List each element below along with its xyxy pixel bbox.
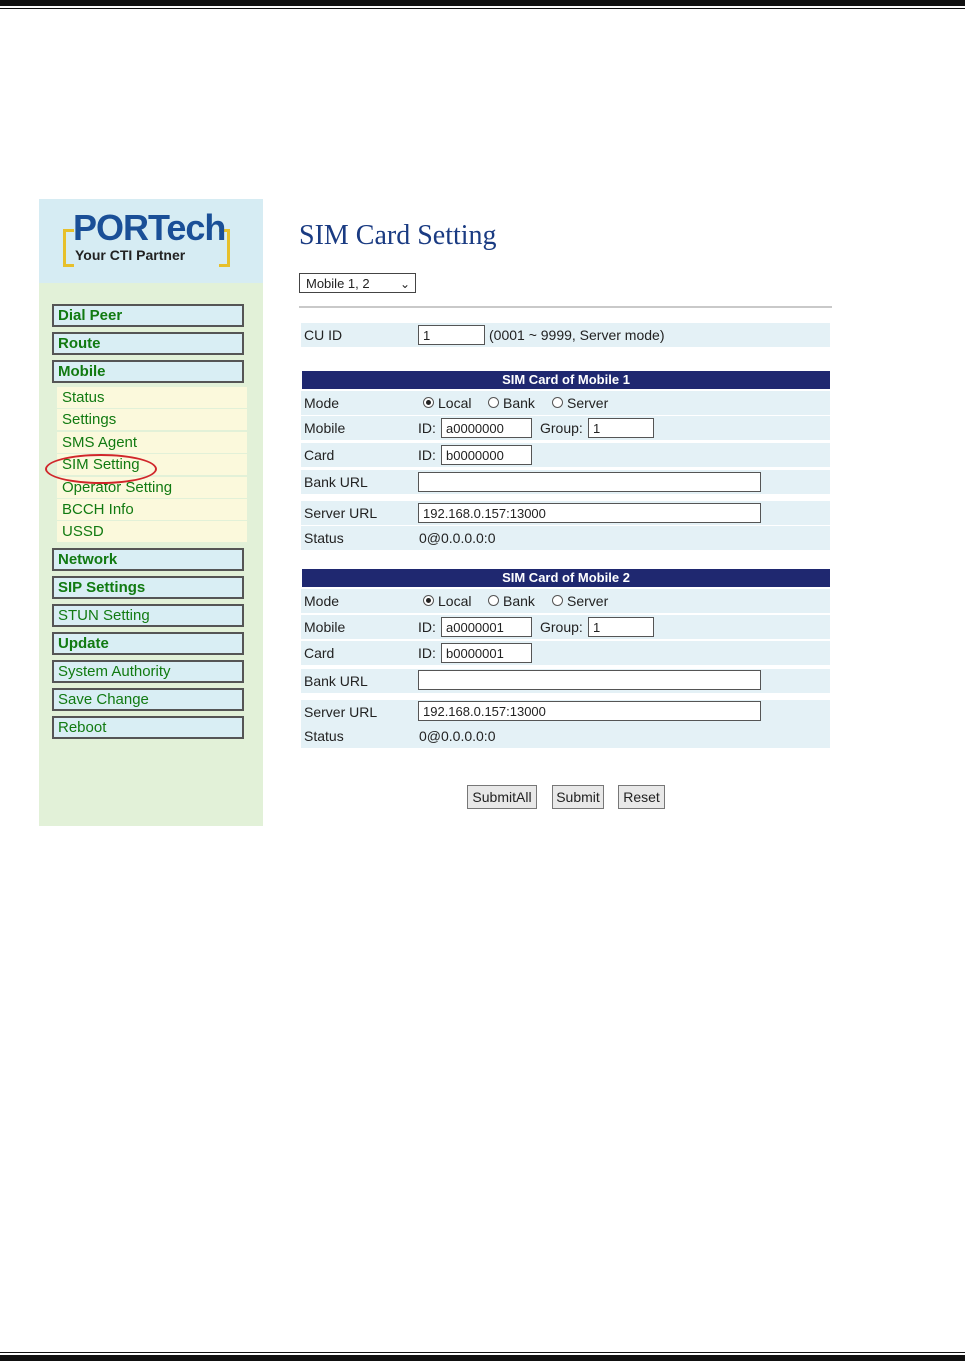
sim1-bank-url-label: Bank URL [304, 474, 368, 490]
sim2-mode-bank-label: Bank [503, 593, 535, 609]
nav-reboot[interactable]: Reboot [52, 716, 244, 739]
sim1-status-label: Status [304, 530, 344, 546]
sim2-mode-local-radio[interactable] [423, 595, 434, 606]
sim1-status-row [301, 526, 830, 550]
sim1-header: SIM Card of Mobile 1 [302, 371, 830, 389]
page-title: SIM Card Setting [299, 220, 497, 251]
sidebar [39, 199, 263, 826]
nav-mobile-settings[interactable]: Settings [57, 409, 247, 430]
sim2-card-row [301, 641, 830, 665]
bottom-rule [0, 1352, 965, 1362]
sim1-group-input[interactable]: 1 [588, 418, 654, 438]
chevron-down-icon: ⌄ [399, 277, 410, 291]
submit-button[interactable]: Submit [552, 785, 604, 809]
sim1-card-row [301, 443, 830, 467]
sim2-mode-local-label: Local [438, 593, 472, 609]
cu-id-input[interactable]: 1 [418, 325, 485, 345]
sim1-bank-url-input[interactable] [418, 472, 761, 492]
mobile-select-value: Mobile 1, 2 [306, 276, 370, 291]
nav-mobile-sim-setting[interactable]: SIM Setting [57, 454, 247, 475]
nav-mobile-status[interactable]: Status [57, 387, 247, 408]
sim2-mode-row [301, 589, 830, 613]
sim2-mode-server-label: Server [567, 593, 609, 609]
sim2-card-label: Card [304, 645, 335, 661]
sim2-status-row [301, 724, 830, 748]
sim2-mode-bank-radio[interactable] [488, 595, 499, 606]
bottom-rule-thick [0, 1355, 965, 1361]
nav-route[interactable]: Route [52, 332, 244, 355]
nav-mobile[interactable]: Mobile [52, 360, 244, 383]
sim1-status-value: 0@0.0.0.0:0 [419, 530, 496, 546]
sim2-mode-server-radio[interactable] [552, 595, 563, 606]
submit-all-button[interactable]: SubmitAll [467, 785, 537, 809]
top-rule-thick [0, 0, 965, 6]
sim2-status-value: 0@0.0.0.0:0 [419, 728, 496, 744]
nav-save-change[interactable]: Save Change [52, 688, 244, 711]
top-rule [0, 0, 965, 10]
sim2-bank-url-input[interactable] [418, 670, 761, 690]
sim1-mode-local-label: Local [438, 395, 472, 411]
nav-stun-setting[interactable]: STUN Setting [52, 604, 244, 627]
sim2-card-id-label: ID: [418, 645, 436, 661]
sim2-mobile-id-input[interactable]: a0000001 [441, 617, 532, 637]
sim1-mode-local-radio[interactable] [423, 397, 434, 408]
nav-network[interactable]: Network [52, 548, 244, 571]
cu-id-hint: (0001 ~ 9999, Server mode) [489, 327, 665, 343]
sim2-mobile-label: Mobile [304, 619, 346, 635]
bottom-rule-thin [0, 1352, 965, 1353]
logo-wordmark: PORTech [73, 207, 226, 248]
sim2-header: SIM Card of Mobile 2 [302, 569, 830, 587]
sim1-server-url-label: Server URL [304, 505, 378, 521]
sim2-card-id-input[interactable]: b0000001 [441, 643, 532, 663]
sim1-card-label: Card [304, 447, 335, 463]
sim1-mode-label: Mode [304, 395, 340, 411]
mobile-select[interactable] [299, 273, 416, 293]
sim2-bank-url-label: Bank URL [304, 673, 368, 689]
sim2-mode-label: Mode [304, 593, 340, 609]
nav-mobile-operator-setting[interactable]: Operator Setting [57, 477, 247, 498]
nav-system-authority[interactable]: System Authority [52, 660, 244, 683]
nav-mobile-sms-agent[interactable]: SMS Agent [57, 432, 247, 453]
sim1-card-id-input[interactable]: b0000000 [441, 445, 532, 465]
sim1-mode-bank-label: Bank [503, 395, 535, 411]
reset-button[interactable]: Reset [618, 785, 665, 809]
nav-mobile-bcch-info[interactable]: BCCH Info [57, 499, 247, 520]
sim2-server-url-input[interactable]: 192.168.0.157:13000 [418, 701, 761, 721]
logo-tagline: Your CTI Partner [75, 247, 186, 263]
cu-id-label: CU ID [304, 327, 343, 343]
divider [299, 306, 832, 308]
nav-update[interactable]: Update [52, 632, 244, 655]
sim-setting-highlight-ring [45, 454, 157, 484]
sim1-group-label: Group: [540, 420, 583, 436]
sim1-mobile-label: Mobile [304, 420, 346, 436]
sim2-group-input[interactable]: 1 [588, 617, 654, 637]
sim1-mode-bank-radio[interactable] [488, 397, 499, 408]
sim2-mobile-id-label: ID: [418, 619, 436, 635]
sim1-mobile-id-input[interactable]: a0000000 [441, 418, 532, 438]
sim1-mobile-id-label: ID: [418, 420, 436, 436]
sim1-mode-row [301, 391, 830, 415]
sim2-server-url-label: Server URL [304, 704, 378, 720]
sim1-mode-server-radio[interactable] [552, 397, 563, 408]
top-rule-thin [0, 8, 965, 9]
sim1-server-url-input[interactable]: 192.168.0.157:13000 [418, 503, 761, 523]
sim1-mode-server-label: Server [567, 395, 609, 411]
sim1-card-id-label: ID: [418, 447, 436, 463]
sim2-group-label: Group: [540, 619, 583, 635]
nav-sip-settings[interactable]: SIP Settings [52, 576, 244, 599]
sim2-status-label: Status [304, 728, 344, 744]
logo [39, 199, 263, 283]
nav-mobile-ussd[interactable]: USSD [57, 521, 247, 542]
nav-dial-peer[interactable]: Dial Peer [52, 304, 244, 327]
